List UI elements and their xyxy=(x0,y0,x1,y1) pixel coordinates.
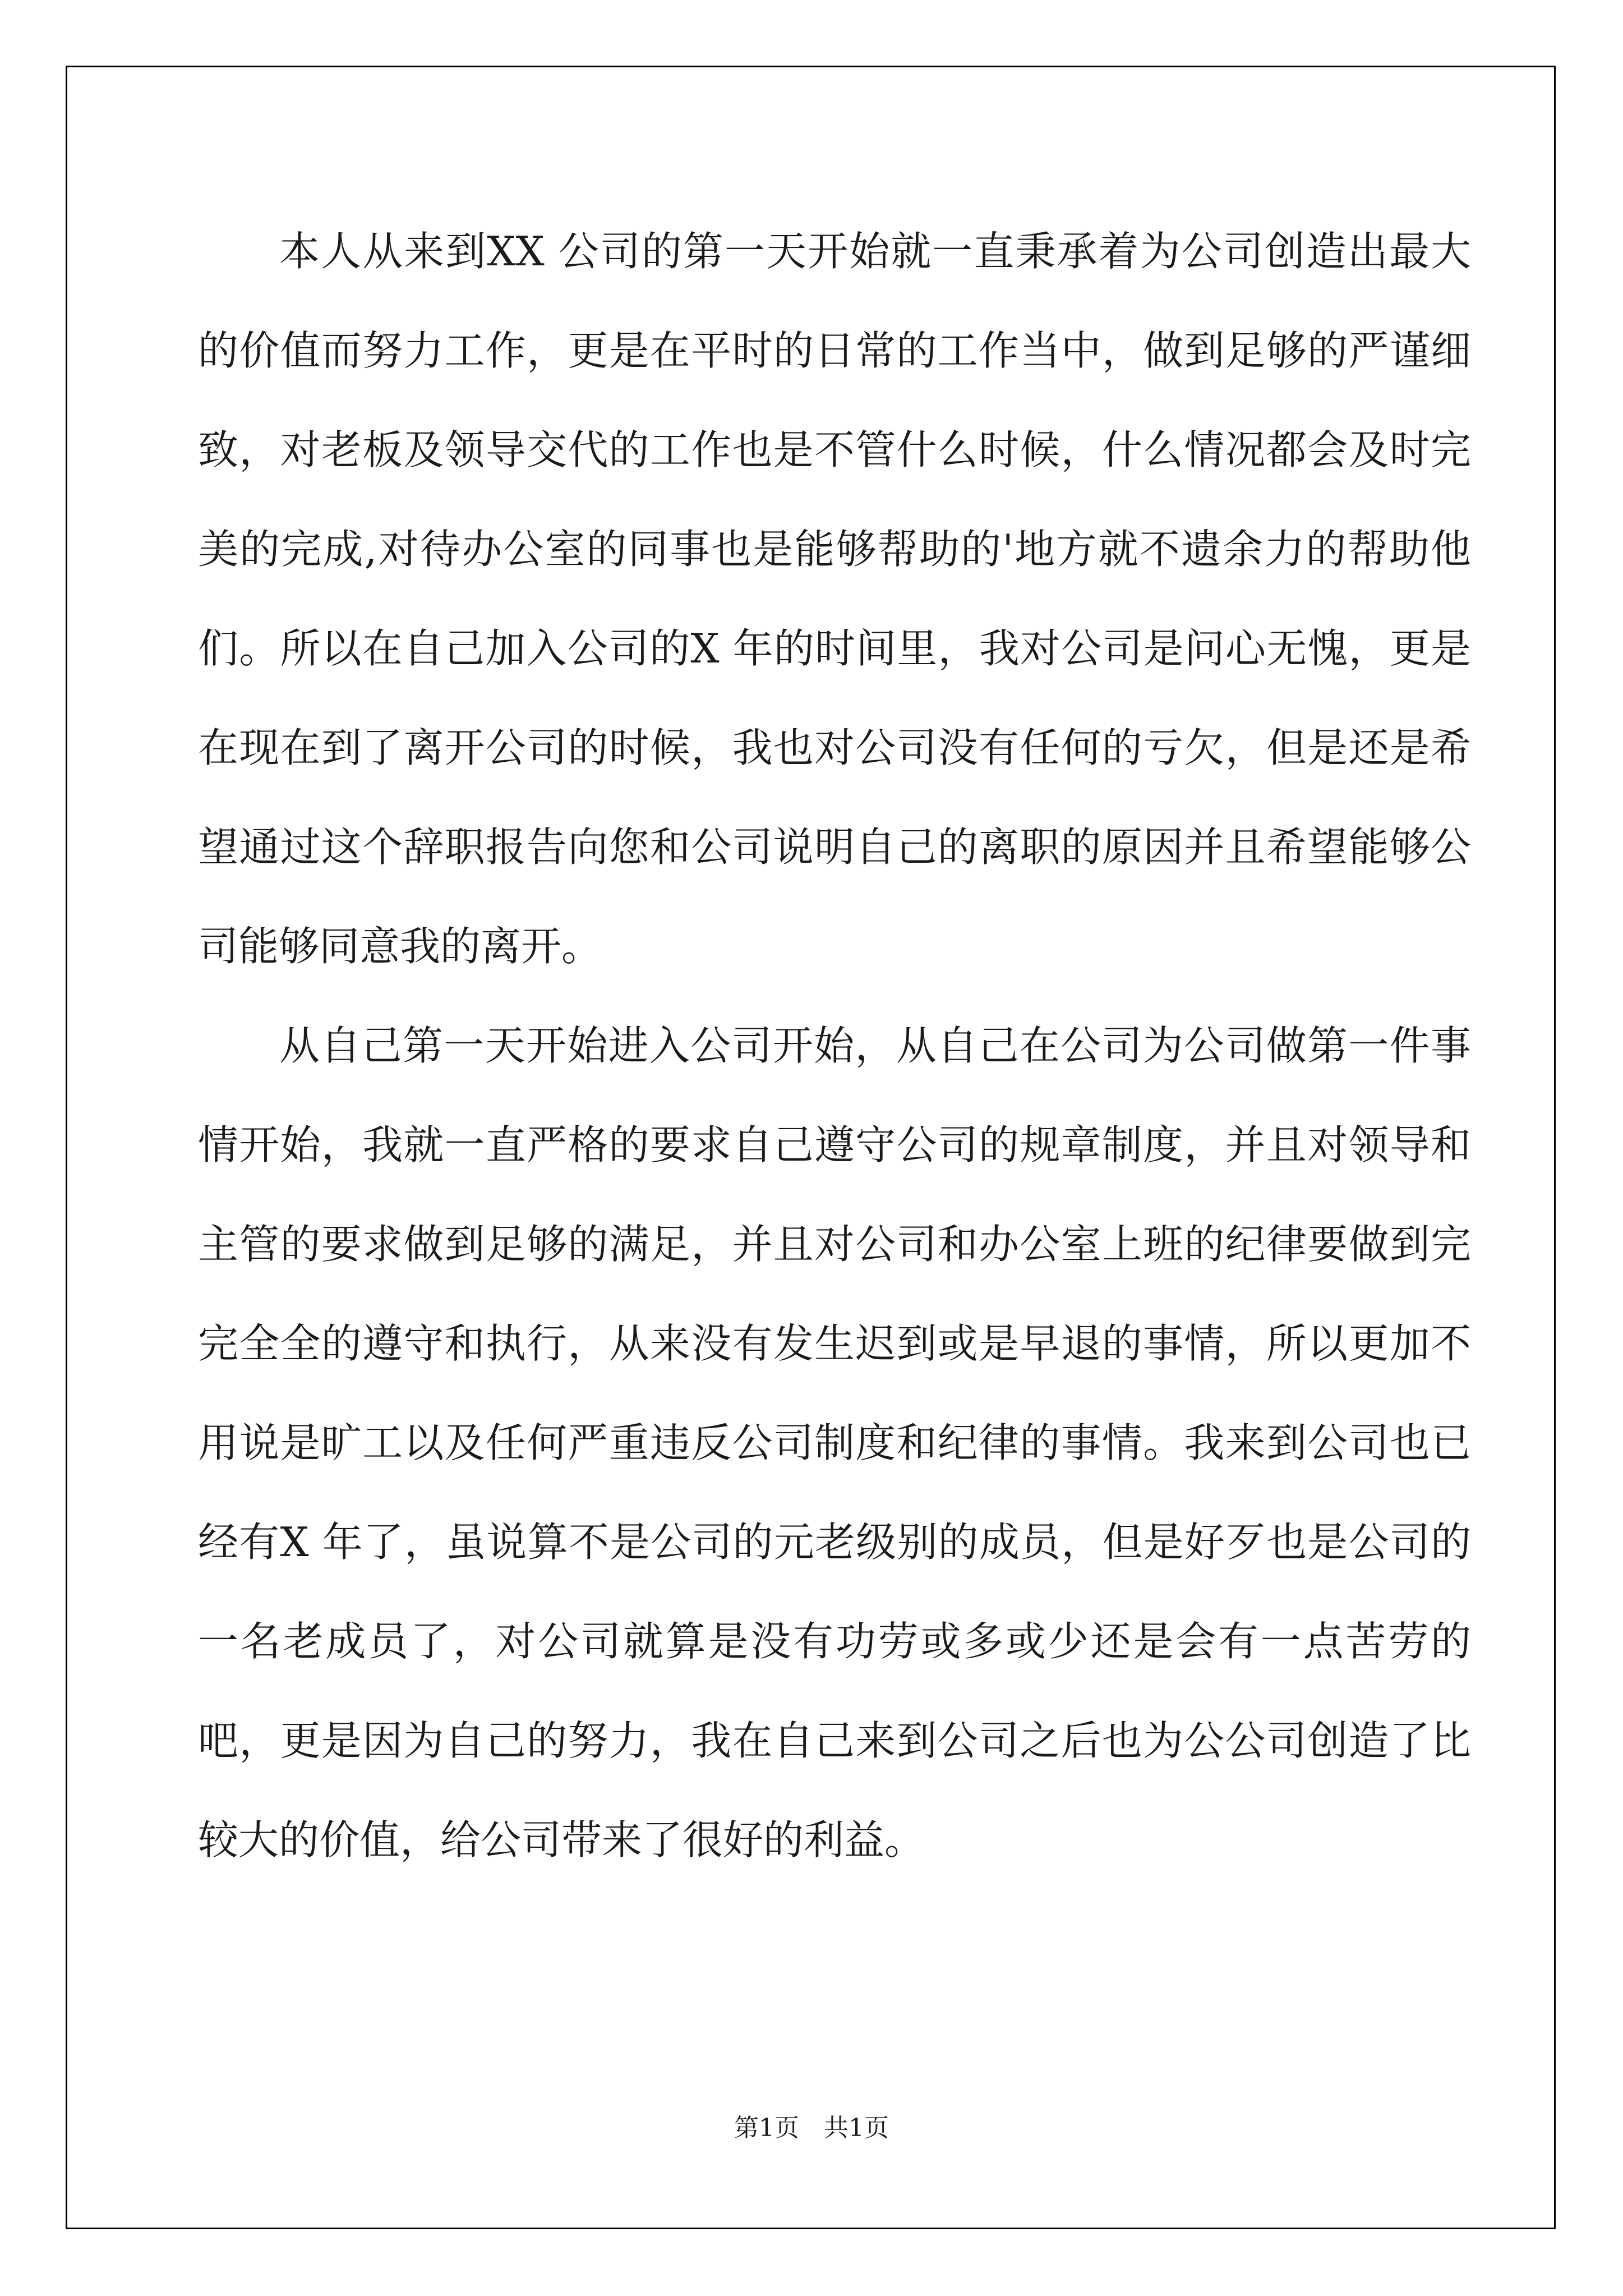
document-body xyxy=(198,202,1471,1890)
page-number-footer: 第1页 共1页 xyxy=(734,2114,889,2142)
paragraph-1: 本人从来到XX 公司的第一天开始就一直秉承着为公司创造出最大的价值而努力工作，更是在平时的日常的工作当中，做到足够的严谨细致，对老板及领导交代的工作也是不管什么时候，什么情况都会及时完美的完成,对待办公室的同事也是能够帮助的'地方就不遗余力的帮助他们。所以在自己加入公司的X 年的时间里，我对公司是问心无愧，更是在现在到了离开公司的时候，我也对公司没有任何的亏欠，但是还是希望通过这个辞职报告向您和公司说明自己的离职的原因并且希望能够公司能够同意我的离开。 xyxy=(198,228,1471,970)
paragraph-2: 从自己第一天开始进入公司开始，从自己在公司为公司做第一件事情开始，我就一直严格的要求自己遵守公司的规章制度，并且对领导和主管的要求做到足够的满足，并且对公司和办公室上班的纪律要做到完完全全的遵守和执行，从来没有发生迟到或是早退的事情，所以更加不用说是旷工以及任何严重违反公司制度和纪律的事情。我来到公司也已经有X 年了，虽说算不是公司的元老级别的成员，但是好歹也是公司的一名老成员了，对公司就算是没有功劳或多或少还是会有一点苦劳的吧，更是因为自己的努力，我在自己来到公司之后也为公公司创造了比较大的价值，给公司带来了很好的利益。 xyxy=(198,1022,1471,1864)
